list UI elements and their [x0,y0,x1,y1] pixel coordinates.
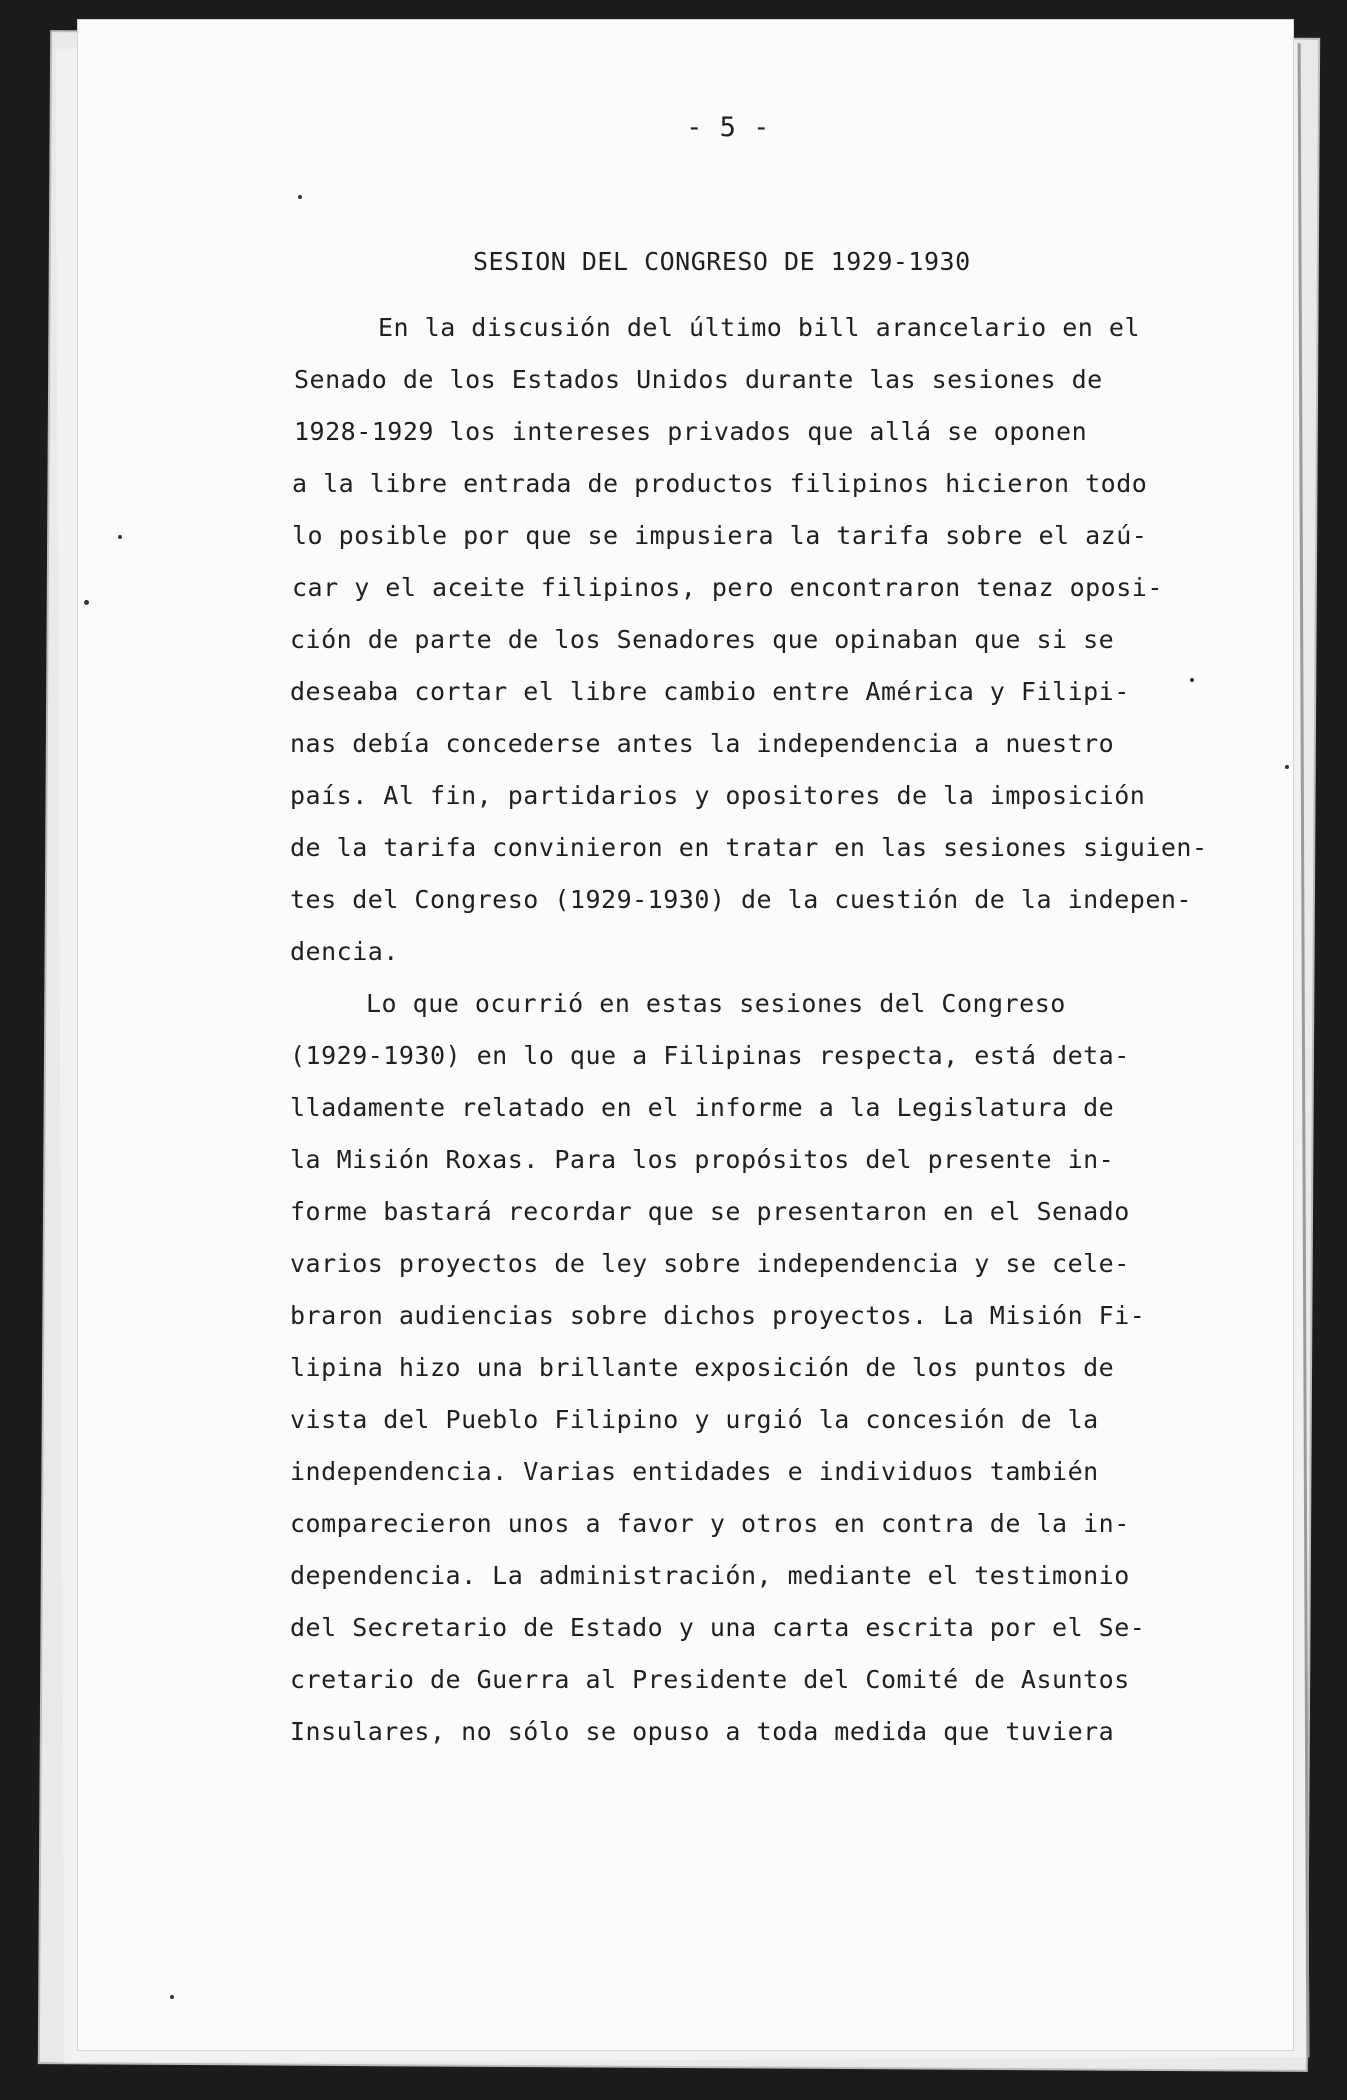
paper-speck [298,195,302,199]
text-line: a la libre entrada de productos filipinos hicieron todo [292,469,1148,498]
text-line: lo posible por que se impusiera la tarifa sobre el azú- [292,521,1148,550]
text-line: cretario de Guerra al Presidente del Comité de Asuntos [290,1665,1130,1694]
text-line: En la discusión del último bill arancelario en el [378,313,1141,342]
section-heading: SESION DEL CONGRESO DE 1929-1930 [473,247,971,276]
text-line: nas debía concederse antes la independencia a nuestro [290,729,1115,758]
text-line: Lo que ocurrió en estas sesiones del Congreso [366,989,1066,1018]
text-line: forme bastará recordar que se presentaron en el Senado [290,1197,1130,1226]
text-line: del Secretario de Estado y una carta escrita por el Se- [290,1613,1146,1642]
text-line: lladamente relatado en el informe a la Legislatura de [290,1093,1115,1122]
text-line: la Misión Roxas. Para los propósitos del presente in- [290,1145,1115,1174]
paper-speck [1190,678,1194,682]
body-text [290,302,1270,1758]
text-line: braron audiencias sobre dichos proyectos. La Misión Fi- [290,1301,1146,1330]
text-line: lipina hizo una brillante exposición de los puntos de [290,1353,1115,1382]
page-number: - 5 - [686,112,770,143]
text-line: de la tarifa convinieron en tratar en las sesiones siguien- [290,833,1208,862]
text-line: tes del Congreso (1929-1930) de la cuestión de la indepen- [290,885,1192,914]
text-line: Insulares, no sólo se opuso a toda medida que tuviera [290,1717,1115,1746]
text-line: comparecieron unos a favor y otros en contra de la in- [290,1509,1130,1538]
text-line: independencia. Varias entidades e individuos también [290,1457,1099,1486]
paper-speck [84,600,89,605]
text-line: varios proyectos de ley sobre independencia y se cele- [290,1249,1130,1278]
paper-speck [170,1995,174,1999]
text-line: dencia. [290,937,399,966]
paper-speck [1285,765,1289,769]
typed-page [78,20,1293,2050]
text-line: vista del Pueblo Filipino y urgió la concesión de la [290,1405,1099,1434]
text-line: car y el aceite filipinos, pero encontraron tenaz oposi- [292,573,1163,602]
paper-speck [118,535,122,539]
text-line: país. Al fin, partidarios y opositores de la imposición [290,781,1146,810]
text-line: (1929-1930) en lo que a Filipinas respecta, está deta- [290,1041,1130,1070]
text-line: deseaba cortar el libre cambio entre América y Filipi- [290,677,1130,706]
text-line: 1928-1929 los intereses privados que allá se oponen [294,417,1088,446]
text-line: Senado de los Estados Unidos durante las sesiones de [294,365,1103,394]
text-line: ción de parte de los Senadores que opinaban que si se [290,625,1115,654]
text-line: dependencia. La administración, mediante el testimonio [290,1561,1130,1590]
